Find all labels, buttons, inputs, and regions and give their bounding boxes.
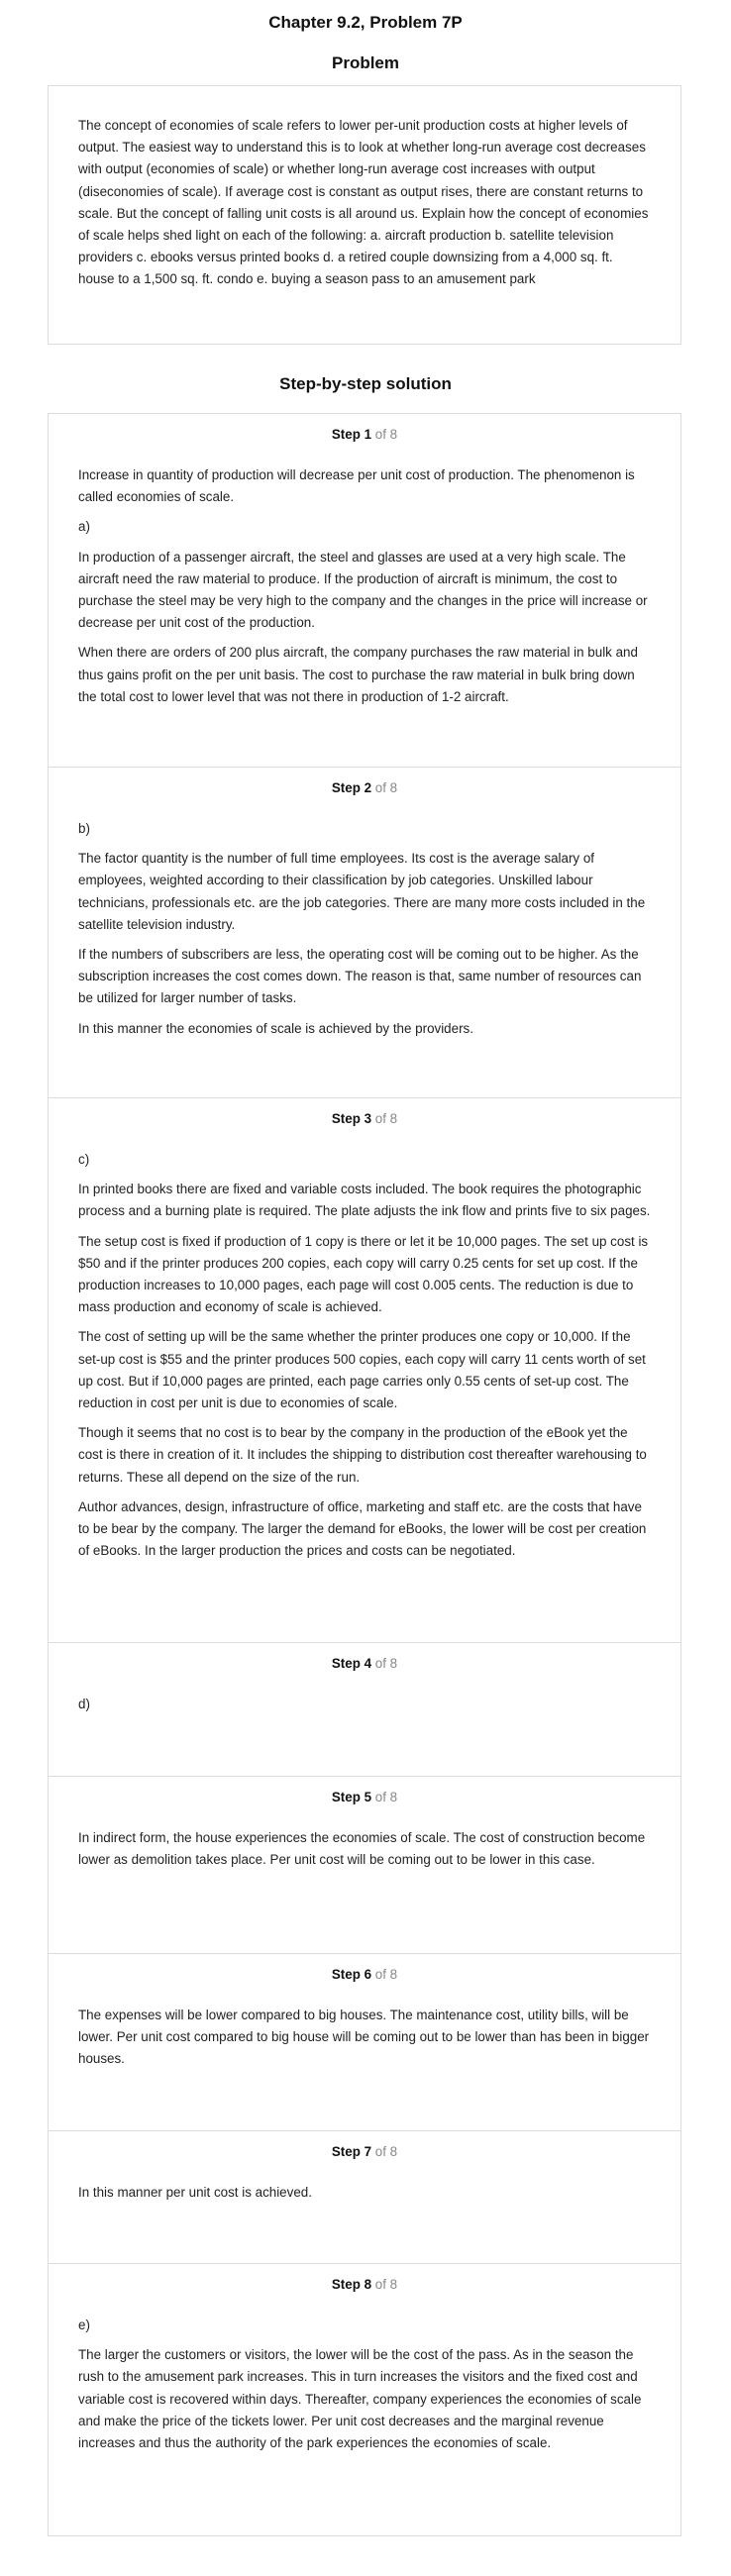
step-7-paragraph: In this manner per unit cost is achieved. <box>78 2185 312 2200</box>
step-1-count: of 8 <box>374 427 398 442</box>
step-2-paragraph: The factor quantity is the number of full time employees. Its cost is the average salary of employees, weighted according to their classification by job categories. Unskilled labour technicians, professionals etc. are the job categories. There are many more costs included in the satellite television industry. <box>78 851 646 932</box>
step-1-paragraph: When there are orders of 200 plus aircraft, the company purchases the raw material in bulk and thus gains profit on the per unit basis. The cost to purchase the raw material in bulk bring down the total cost to lower level that was not there in production of 1-2 aircraft. <box>78 645 638 704</box>
step-1-title <box>78 426 651 444</box>
step-3-count: of 8 <box>374 1111 398 1126</box>
step-3-body <box>78 1149 651 1562</box>
step-7-title <box>78 2143 651 2161</box>
problem-box <box>48 85 681 345</box>
step-5-count: of 8 <box>374 1790 398 1804</box>
step-1-paragraph: a) <box>78 519 90 535</box>
step-2-label: Step 2 <box>331 780 372 795</box>
step-1 <box>49 414 680 767</box>
step-2-paragraph: In this manner the economies of scale is achieved by the providers. <box>78 1020 473 1036</box>
step-8-label: Step 8 <box>331 2277 372 2292</box>
step-6-label: Step 6 <box>331 1967 372 1982</box>
step-6-paragraph: The expenses will be lower compared to big houses. The maintenance cost, utility bills, will be lower. Per unit cost compared to big house will be coming out to be lower than has been in bigger houses. <box>78 2008 650 2067</box>
step-8 <box>49 2263 680 2535</box>
step-1-body <box>78 464 651 708</box>
step-1-paragraph: Increase in quantity of production will decrease per unit cost of production. The phenomenon is called economies of scale. <box>78 467 635 505</box>
step-3-label: Step 3 <box>331 1111 372 1126</box>
step-3 <box>49 1097 680 1642</box>
step-3-paragraph: c) <box>78 1152 90 1167</box>
step-4-count: of 8 <box>374 1656 398 1671</box>
step-7-count: of 8 <box>374 2144 398 2159</box>
step-3-paragraph: Author advances, design, infrastructure of office, marketing and staff etc. are the costs that have to be bear by the company. The larger the demand for eBooks, the lower will be cost per creation of eBooks. In the larger production the prices and costs can be negotiated. <box>78 1498 647 1559</box>
step-6 <box>49 1953 680 2130</box>
step-7 <box>49 2130 680 2263</box>
step-2-body <box>78 818 651 1040</box>
step-5-body <box>78 1827 651 1871</box>
step-8-paragraph: e) <box>78 2318 90 2332</box>
step-1-paragraph: In production of a passenger aircraft, the steel and glasses are used at a very high scale. The aircraft need the raw material to produce. If the production of aircraft is minimum, the cost to purchase the steel may be very high to the company and the changes in the price will increase or decrease per unit cost of the production. <box>78 549 648 631</box>
step-4 <box>49 1642 680 1776</box>
step-8-paragraph: The larger the customers or visitors, the lower will be the cost of the pass. As in the season the rush to the amusement park increases. This in turn increases the visitors and the fixed cost and variable cost is recovered within days. Thereafter, company experiences the economies of scale and make the price of the tickets lower. Per unit cost decreases and the marginal revenue increases and thus the authority of the park experiences the economies of scale. <box>78 2347 642 2451</box>
step-7-label: Step 7 <box>331 2144 372 2159</box>
step-4-paragraph: d) <box>78 1697 90 1711</box>
solution-steps <box>48 413 681 2536</box>
step-2-count: of 8 <box>374 780 398 795</box>
page-title: Chapter 9.2, Problem 7P <box>268 13 463 32</box>
step-8-body <box>78 2315 651 2454</box>
step-6-body <box>78 2005 651 2071</box>
step-3-paragraph: The cost of setting up will be the same whether the printer produces one copy or 10,000. If the set-up cost is $55 and the printer produces 500 copies, each copy will carry 11 cents worth of set up cost. But if 10,000 pages are printed, each page carries only 0.55 cents of set-up cost. The reduction in cost per unit is due to economies of scale. <box>78 1329 646 1411</box>
solution-heading: Step-by-step solution <box>279 374 452 393</box>
step-7-body <box>78 2182 651 2204</box>
step-8-count: of 8 <box>374 2277 398 2292</box>
step-8-title <box>78 2276 651 2294</box>
problem-heading: Problem <box>331 53 400 72</box>
step-6-title <box>78 1966 651 1984</box>
step-6-count: of 8 <box>374 1967 398 1982</box>
step-5 <box>49 1776 680 1953</box>
step-3-paragraph: The setup cost is fixed if production of 1 copy is there or let it be 10,000 pages. The set up cost is $50 and if the printer produces 200 copies, each copy will carry 0.25 cents for set up cost. If the production increases to 10,000 pages, each page will cost 0.005 cents. The reduction is due to mass production and economy of scale is achieved. <box>78 1233 649 1315</box>
step-4-label: Step 4 <box>331 1656 372 1671</box>
step-5-label: Step 5 <box>331 1790 372 1804</box>
step-3-paragraph: In printed books there are fixed and variable costs included. The book requires the photographic process and a burning plate is required. The plate adjusts the ink flow and prints five to six pages. <box>78 1182 651 1219</box>
step-3-title <box>78 1110 651 1128</box>
step-2-paragraph: If the numbers of subscribers are less, the operating cost will be coming out to be higher. As the subscription increases the cost comes down. The reason is that, same number of resources can be utilized for larger number of tasks. <box>78 947 642 1006</box>
step-1-label: Step 1 <box>331 427 372 442</box>
step-2-paragraph: b) <box>78 821 90 836</box>
problem-text: The concept of economies of scale refers to lower per-unit production costs at higher levels of output. The easiest way to understand this is to look at whether long-run average cost decreases with output (economies of scale) or whether long-run average cost increases with output (diseconomies of scale). If average cost is constant as output rises, there are constant returns to scale. But the concept of falling unit costs is all around us. Explain how the concept of economies of scale helps shed light on each of the following: a. aircraft production b. satellite television providers c. ebooks versus printed books d. a retired couple downsizing from a 4,000 sq. ft. house to a 1,500 sq. ft. condo e. buying a season pass to an amusement park <box>78 118 649 287</box>
step-5-title <box>78 1789 651 1806</box>
step-3-paragraph: Though it seems that no cost is to bear by the company in the production of the eBook yet the cost is there in creation of it. It includes the shipping to distribution cost thereafter warehousing to returns. These all depend on the size of the run. <box>78 1425 647 1485</box>
step-4-title <box>78 1655 651 1673</box>
step-4-body <box>78 1694 651 1715</box>
step-5-paragraph: In indirect form, the house experiences the economies of scale. The cost of construction become lower as demolition takes place. Per unit cost will be coming out to be lower in this case. <box>78 1830 646 1868</box>
step-2 <box>49 767 680 1097</box>
step-2-title <box>78 779 651 797</box>
